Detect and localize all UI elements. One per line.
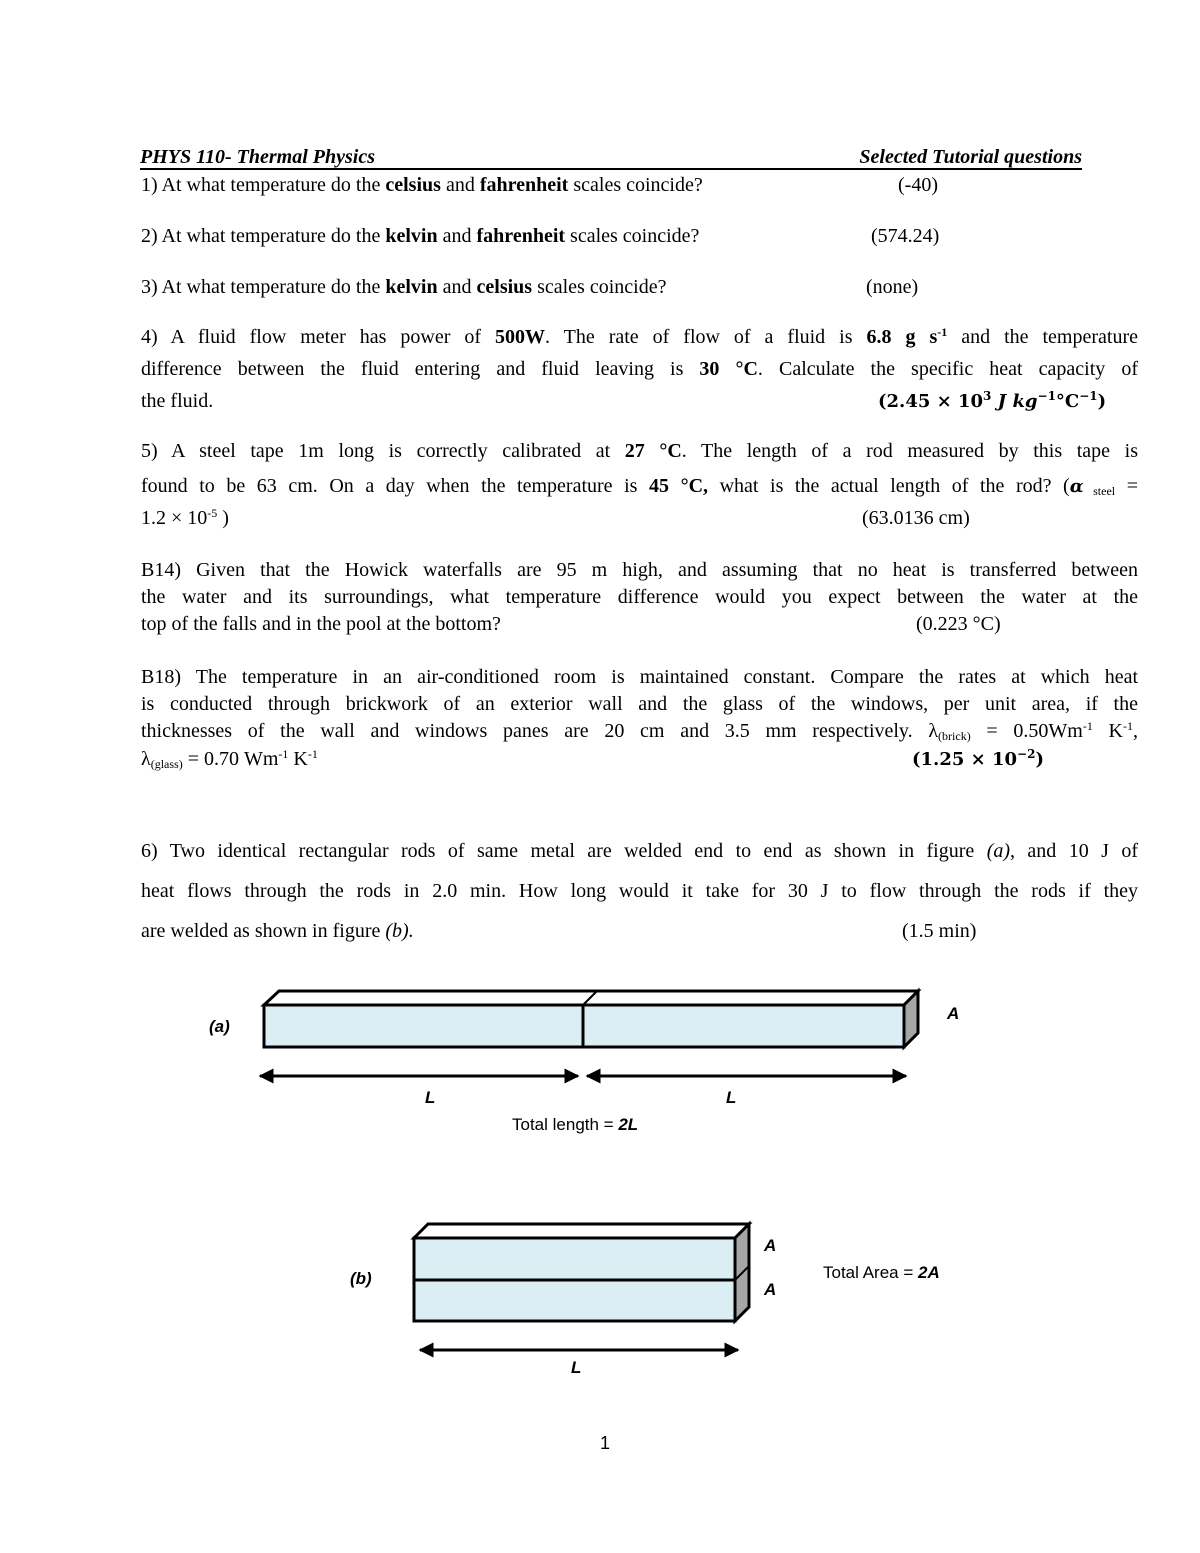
question-b18-line-2: is conducted through brickwork of an exterior wall and the glass of the windows, per unit area, if the — [141, 693, 1138, 715]
length-label-left: L — [425, 1088, 436, 1107]
figure-b-label: (b) — [350, 1269, 372, 1288]
rod-b-lower — [414, 1280, 735, 1321]
question-6-line-2: heat flows through the rods in 2.0 min. How long would it take for 30 J to flow through the rods if they — [141, 880, 1138, 902]
question-b14-line-2: the water and its surroundings, what temperature difference would you expect between the water at the — [141, 586, 1138, 608]
figure-b-area-label-2: A — [764, 1280, 777, 1299]
question-4-line-1: 4) A fluid flow meter has power of 500W. The rate of flow of a fluid is 6.8 g $s^{-1}$ and the temperature — [141, 325, 1138, 348]
figure-b-area-label-1: A — [764, 1236, 777, 1255]
answer-b14: (0.223 °C) — [916, 613, 1001, 635]
length-label-right: L — [726, 1088, 737, 1107]
question-2: 2) At what temperature do the kelvin and fahrenheit scales coincide? — [141, 225, 700, 247]
course-title: PHYS 110- Thermal Physics — [140, 146, 375, 168]
total-area-caption: Total Area = 2A — [823, 1263, 940, 1282]
answer-1: (-40) — [898, 174, 938, 196]
question-b14-line-3: top of the falls and in the pool at the bottom? — [141, 613, 501, 635]
rod-a-left — [264, 1005, 583, 1047]
answer-4: ($2.45 \times 10^3$ J $kg^{-1}^\circ C^{-1}$) — [878, 389, 1107, 412]
question-4-line-2: difference between the fluid entering and fluid leaving is 30 °C. Calculate the specific heat capacity of — [141, 358, 1138, 380]
answer-5: (63.0136 cm) — [862, 507, 970, 529]
answer-6: (1.5 min) — [902, 920, 977, 942]
figure-a-area-label: A — [947, 1004, 960, 1023]
header-subtitle: Selected Tutorial questions — [859, 146, 1082, 168]
question-b18-line-1: B18) The temperature in an air-conditioned room is maintained constant. Compare the rates at which heat — [141, 666, 1138, 688]
answer-2: (574.24) — [871, 225, 940, 247]
question-5-line-3: $1.2 \times 10^{-5}$ ) — [141, 506, 229, 529]
question-6-line-1: 6) Two identical rectangular rods of same metal are welded end to end as shown in figure (a), and 10 J of — [141, 840, 1138, 862]
length-label-b: L — [571, 1358, 582, 1377]
question-b18-line-4: $\lambda_{(glass)} = 0.70$ $Wm^{-1}$ $K^{-1}$ — [141, 747, 318, 771]
question-b14-line-1: B14) Given that the Howick waterfalls are 95 m high, and assuming that no heat is transferred between — [141, 559, 1138, 581]
rod-a-right — [583, 1005, 904, 1047]
question-6-line-3: are welded as shown in figure (b). — [141, 920, 414, 942]
figure-b — [414, 1224, 749, 1350]
question-5-line-1: 5) A steel tape 1m long is correctly calibrated at 27 °C. The length of a rod measured by this tape is — [141, 440, 1138, 462]
answer-b18: $(1.25 \times 10^{-2})$ — [912, 747, 1044, 770]
figure-a-label: (a) — [209, 1017, 230, 1036]
page-number: 1 — [600, 1433, 611, 1453]
rod-b-upper — [414, 1238, 735, 1280]
question-3: 3) At what temperature do the kelvin and celsius scales coincide? — [141, 276, 667, 298]
rod-b-top-face — [414, 1224, 749, 1238]
question-5-line-2: found to be 63 cm. On a day when the temperature is 45 °C, what is the actual length of the rod? (α $_{steel}$ = — [141, 475, 1138, 498]
question-1: 1) At what temperature do the celsius and fahrenheit scales coincide? — [141, 174, 703, 196]
question-4-line-3: the fluid. — [141, 390, 214, 412]
total-length-caption: Total length = 2L — [512, 1115, 639, 1134]
question-b18-line-3: thicknesses of the wall and windows panes are 20 cm and 3.5 mm respectively. $\lambda_{(brick)} = 0.50Wm^{-1}$ $K^{-1}$, — [141, 719, 1138, 743]
figure-a — [260, 991, 918, 1076]
answer-3: (none) — [866, 276, 919, 298]
